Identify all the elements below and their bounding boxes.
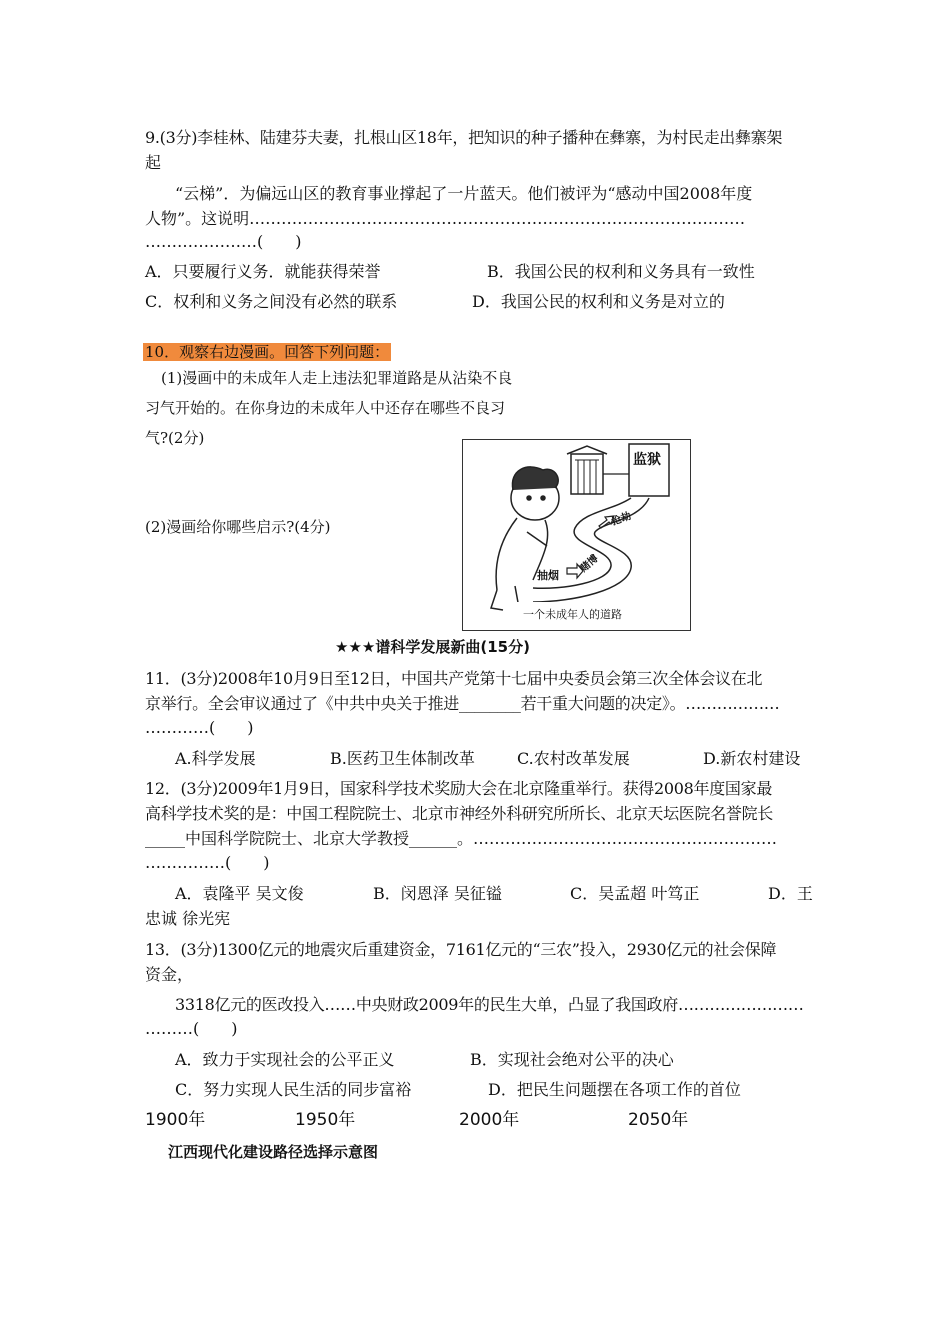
q12-line3: _____中国科学院院士、北京大学教授______。………………………………………………… bbox=[145, 829, 778, 848]
q9-line4: 人物”。这说明………………………………………………………………………………… bbox=[145, 209, 746, 228]
q10-part1-line3: 气?(2分) bbox=[145, 429, 205, 447]
q9-line2: 起 bbox=[145, 153, 162, 172]
q11-line2: 京举行。全会审议通过了《中共中央关于推进________若干重大问题的决定》。……………… bbox=[145, 694, 780, 713]
q12-option-d-cont: 忠诚 徐光宪 bbox=[145, 909, 231, 928]
q11-line3: …………( ) bbox=[145, 718, 254, 737]
q12-option-b: B．闵恩泽 吴征镒 bbox=[373, 884, 502, 903]
q12-line4: ……………( ) bbox=[145, 853, 270, 872]
q9-line1: 9.(3分)李桂林、陆建芬夫妻，扎根山区18年，把知识的种子播种在彝寨，为村民走出彝寨架 bbox=[145, 128, 783, 147]
q12-option-d: D．王 bbox=[768, 884, 813, 903]
q10-part1-line1: (1)漫画中的未成年人走上违法犯罪道路是从沾染不良 bbox=[161, 369, 513, 387]
q13-line3: 3318亿元的医改投入……中央财政2009年的民生大单，凸显了我国政府…………………… bbox=[175, 995, 804, 1014]
q13-option-d: D．把民生问题摆在各项工作的首位 bbox=[488, 1080, 741, 1099]
q13-option-a: A．致力于实现社会的公平正义 bbox=[175, 1050, 395, 1069]
q9-line5: …………………( ) bbox=[145, 232, 302, 251]
q10-part2: (2)漫画给你哪些启示?(4分) bbox=[145, 518, 331, 536]
q12-option-c: C．吴孟超 叶笃正 bbox=[570, 884, 700, 903]
q9-option-d: D．我国公民的权利和义务是对立的 bbox=[472, 292, 725, 311]
q13-line4: ………( ) bbox=[145, 1019, 238, 1038]
prison-label: 监狱 bbox=[633, 452, 661, 468]
q13-option-c: C．努力实现人民生活的同步富裕 bbox=[175, 1080, 412, 1099]
q13-option-b: B．实现社会绝对公平的决心 bbox=[470, 1050, 674, 1069]
q10-part1-line2: 习气开始的。在你身边的未成年人中还存在哪些不良习 bbox=[145, 399, 506, 417]
q10-title: 10．观察右边漫画。回答下列问题： bbox=[145, 343, 390, 361]
winding-road bbox=[533, 498, 649, 602]
q9-option-c: C．权利和义务之间没有必然的联系 bbox=[145, 292, 398, 311]
comic-caption: 一个未成年人的道路 bbox=[523, 608, 622, 621]
q12-option-a: A．袁隆平 吴文俊 bbox=[175, 884, 304, 903]
timeline-year: 2050年 bbox=[628, 1110, 689, 1130]
q11-option-a: A.科学发展 bbox=[175, 749, 256, 768]
section-title: ★★★谱科学发展新曲(15分) bbox=[335, 638, 530, 656]
q9-option-b: B．我国公民的权利和义务具有一致性 bbox=[487, 262, 755, 281]
comic-drawing bbox=[463, 440, 689, 629]
q12-line2: 高科学技术奖的是：中国工程院院士、北京市神经外科研究所所长、北京天坛医院名誉院长 bbox=[145, 804, 774, 823]
timeline-year: 2000年 bbox=[459, 1110, 520, 1130]
q13-line1: 13．(3分)1300亿元的地震灾后重建资金，7161亿元的“三农”投入，2930亿元的社会保障 bbox=[145, 940, 777, 959]
path-word-smoking: 抽烟 bbox=[537, 569, 559, 582]
path-word-robbery: 抢劫 bbox=[610, 510, 633, 528]
q11-option-d: D.新农村建设 bbox=[703, 749, 801, 768]
timeline-year: 1900年 bbox=[145, 1110, 206, 1130]
q11-line1: 11．(3分)2008年10月9日至12日，中国共产党第十七届中央委员会第三次全体会议在北 bbox=[145, 669, 763, 688]
path-word-gambling: 赌博 bbox=[578, 553, 601, 575]
timeline-caption: 江西现代化建设路径选择示意图 bbox=[168, 1143, 379, 1161]
timeline-year: 1950年 bbox=[295, 1110, 356, 1130]
q13-line2: 资金， bbox=[145, 965, 194, 984]
q9-line3: “云梯”．为偏远山区的教育事业撑起了一片蓝天。他们被评为“感动中国2008年度 bbox=[175, 184, 753, 203]
q12-line1: 12．(3分)2009年1月9日，国家科学技术奖励大会在北京隆重举行。获得2008年度国家最 bbox=[145, 779, 773, 798]
q11-option-c: C.农村改革发展 bbox=[517, 749, 630, 768]
q11-option-b: B.医药卫生体制改革 bbox=[330, 749, 475, 768]
q9-option-a: A．只要履行义务．就能获得荣誉 bbox=[145, 262, 381, 281]
comic-illustration bbox=[462, 439, 691, 631]
